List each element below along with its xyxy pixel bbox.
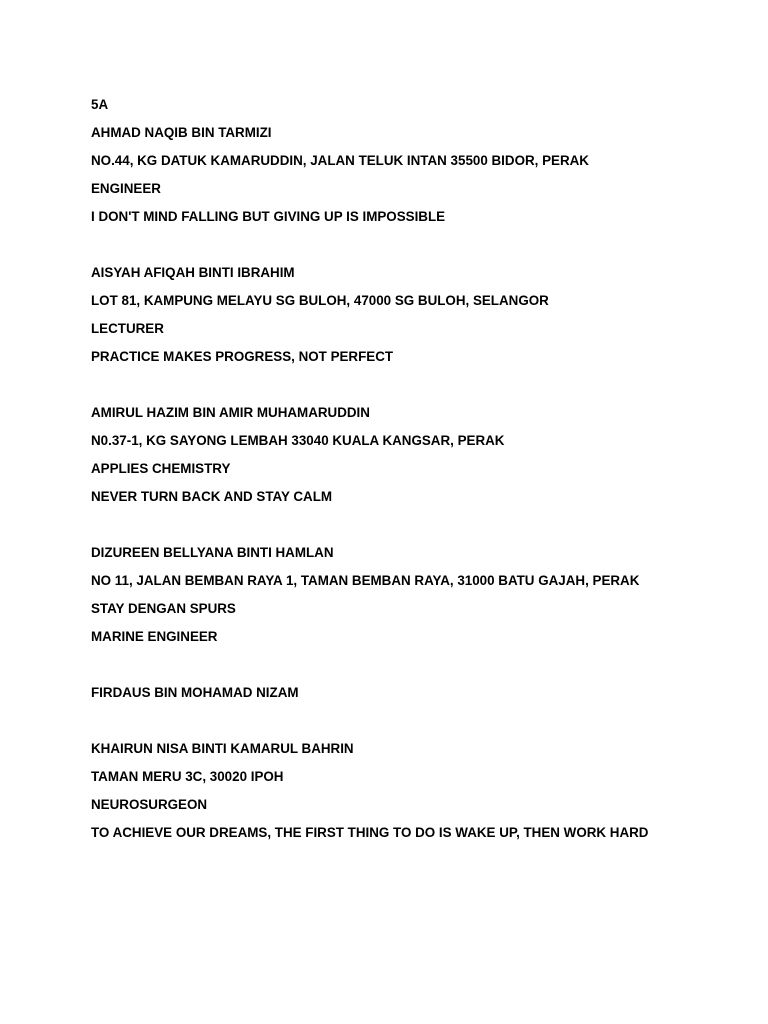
entry-address: LOT 81, KAMPUNG MELAYU SG BULOH, 47000 SG BULOH, SELANGOR (91, 293, 549, 308)
entry-name: FIRDAUS BIN MOHAMAD NIZAM (91, 685, 299, 700)
entry-ambition: ENGINEER (91, 181, 161, 196)
entry-name: AHMAD NAQIB BIN TARMIZI (91, 125, 272, 140)
entry-address: NO.44, KG DATUK KAMARUDDIN, JALAN TELUK INTAN 35500 BIDOR, PERAK (91, 153, 589, 168)
entry-ambition: LECTURER (91, 321, 164, 336)
entry-name: AISYAH AFIQAH BINTI IBRAHIM (91, 265, 295, 280)
entry-address: TAMAN MERU 3C, 30020 IPOH (91, 769, 284, 784)
entry-address: NO 11, JALAN BEMBAN RAYA 1, TAMAN BEMBAN RAYA, 31000 BATU GAJAH, PERAK (91, 573, 640, 588)
entry-name: AMIRUL HAZIM BIN AMIR MUHAMARUDDIN (91, 405, 370, 420)
entry-ambition: APPLIES CHEMISTRY (91, 461, 231, 476)
entry-motto: PRACTICE MAKES PROGRESS, NOT PERFECT (91, 349, 394, 364)
document-body (91, 91, 751, 847)
entry-separator (91, 371, 751, 399)
entry-ambition: MARINE ENGINEER (91, 629, 218, 644)
entry-separator (91, 231, 751, 259)
entry-motto: NEVER TURN BACK AND STAY CALM (91, 489, 333, 504)
entry-separator (91, 707, 751, 735)
entry-separator (91, 651, 751, 679)
class-label: 5A (91, 97, 109, 112)
entry-address: N0.37-1, KG SAYONG LEMBAH 33040 KUALA KANGSAR, PERAK (91, 433, 505, 448)
entry-ambition: NEUROSURGEON (91, 797, 208, 812)
entry-name: KHAIRUN NISA BINTI KAMARUL BAHRIN (91, 741, 354, 756)
entry-motto: STAY DENGAN SPURS (91, 601, 236, 616)
entry-separator (91, 511, 751, 539)
entry-name: DIZUREEN BELLYANA BINTI HAMLAN (91, 545, 334, 560)
entry-motto: TO ACHIEVE OUR DREAMS, THE FIRST THING TO DO IS WAKE UP, THEN WORK HARD (91, 825, 649, 840)
entry-motto: I DON'T MIND FALLING BUT GIVING UP IS IMPOSSIBLE (91, 209, 446, 224)
